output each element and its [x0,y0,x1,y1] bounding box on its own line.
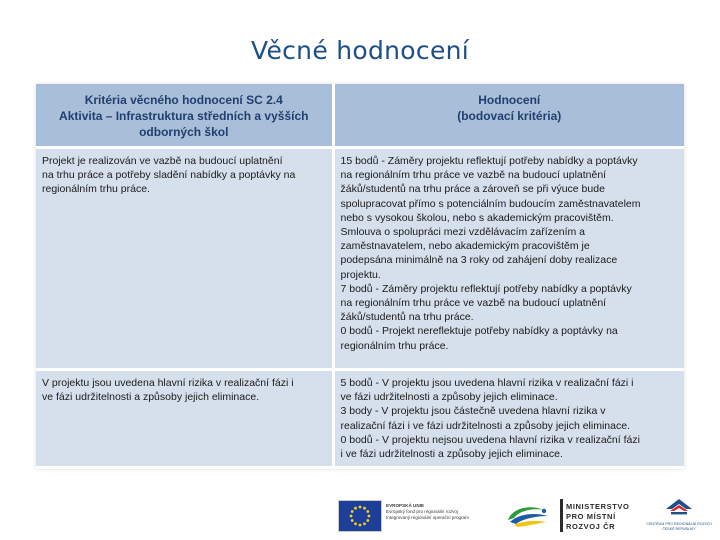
header-scoring [333,84,684,148]
header-line: Hodnocení [478,93,541,107]
criterion-cell [36,370,333,468]
cell-line: Projekt je realizován ve vazbě na budoucí uplatnění [42,155,283,167]
cell-line: na trhu práce a potřeby sladění nabídky a poptávky na [42,169,296,182]
cell-line: na regionálním trhu práce ve vazbě na budoucí uplatnění [340,169,607,182]
cell-line: podepsána minimálně na 3 roky od zahájení doby realizace [340,254,618,267]
crr-text-line: CENTRUM PRO REGIONÁLNÍ ROZVOJ [646,522,712,526]
mmr-text-line: ROZVOJ ČR [566,522,616,531]
table-header-row [36,84,684,148]
cell-line: i ve fázi udržitelnosti a způsoby jejich eliminace. [340,448,563,461]
header-line: (bodovací kritéria) [457,109,562,123]
crr-logo-text [640,522,718,532]
table-row [36,148,684,370]
cell-line: regionálním trhu práce. [42,183,150,196]
table-row [36,370,684,468]
scoring-cell [333,148,684,370]
eu-logo-text [386,503,496,521]
cell-line: ve fázi udržitelnosti a způsoby jejich eliminace. [340,391,558,404]
mmr-text-line: PRO MÍSTNÍ [566,512,616,521]
cell-line: Smlouva o spolupráci mezi vzdělávacím zařízením a [340,226,586,239]
cell-line: 0 bodů - V projektu nejsou uvedena hlavní rizika v realizační fázi [340,433,640,446]
cell-line: regionálním trhu práce. [340,339,449,352]
page-title: Věcné hodnocení [250,36,470,65]
criterion-cell [36,148,333,370]
cell-line: ve fázi udržitelnosti a způsoby jejich eliminace. [42,391,260,404]
eu-text-line: Evropský fond pro regionální rozvoj [386,509,459,514]
cell-line: žáků/studentů na trhu práce. [340,311,474,324]
criteria-table [36,84,684,469]
eu-flag-icon [338,500,382,532]
irop-logo-icon [504,502,552,530]
mmr-text-line: MINISTERSTVO [566,502,630,511]
mmr-logo-bar [560,499,563,532]
eu-text-line: EVROPSKÁ UNIE [386,503,425,508]
cell-line: spolupracovat přímo s potenciálním budoucím zaměstnavatelem [340,197,641,210]
crr-text-line: ČESKÉ REPUBLIKY [662,527,696,531]
eu-text-line: Integrovaný regionální operační program [386,515,469,520]
cell-line: nebo s vysokou školou, nebo s akademickým pracovištěm. [340,211,614,224]
header-criteria [36,84,333,148]
cell-line: na regionálním trhu práce ve vazbě na budoucí uplatnění [340,297,607,310]
cell-line: žáků/studentů na trhu práce a zároveň se při výuce bude [340,183,605,196]
mmr-logo-text [566,502,629,532]
header-line: Aktivita – Infrastruktura středních a vyšších [59,109,309,123]
cell-line: projektu. [340,268,381,281]
cell-line: 7 bodů - Záměry projektu reflektují potřeby nabídky a poptávky [340,282,632,295]
cell-line: 3 body - V projektu jsou částečně uvedena hlavní rizika v [340,405,606,418]
scoring-cell [333,370,684,468]
cell-line: realizační fázi i ve fázi udržitelnosti a způsoby jejich eliminace. [340,419,630,432]
header-line: odborných škol [139,125,229,139]
cell-line: 15 bodů - Záměry projektu reflektují potřeby nabídky a poptávky [340,155,638,167]
cell-line: 0 bodů - Projekt nereflektuje potřeby nabídky a poptávky na [340,325,618,338]
header-line: Kritéria věcného hodnocení SC 2.4 [84,93,283,107]
cell-line: zaměstnavatelem, nebo akademickým pracovištěm je [340,240,590,253]
cell-line: 5 bodů - V projektu jsou uvedena hlavní rizika v realizační fázi i [340,377,634,389]
cell-line: V projektu jsou uvedena hlavní rizika v realizační fázi i [42,377,294,389]
